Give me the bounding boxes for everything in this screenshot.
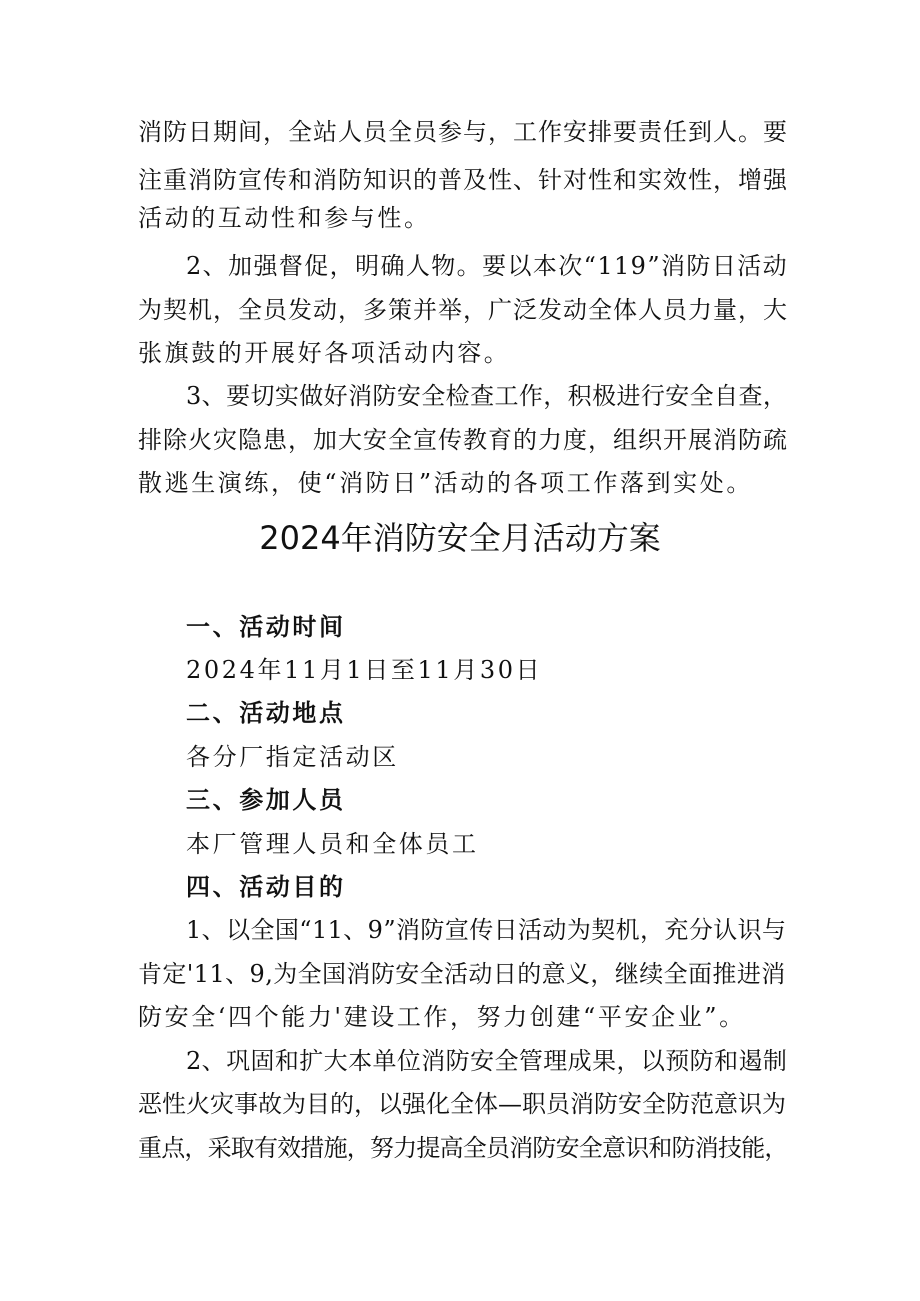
purpose-line-5: 恶性火灾事故为目的，以强化全体—职员消防安全防范意识为 — [138, 1090, 786, 1118]
intro-line-1: 消防日期间，全站人员全员参与，工作安排要责任到人。要 — [138, 118, 788, 146]
purpose-line-1: 1、以全国“11、9”消防宣传日活动为契机，充分认识与 — [186, 916, 787, 944]
section-people-heading: 三、参加人员 — [186, 785, 346, 814]
section-place-heading: 二、活动地点 — [186, 698, 346, 727]
document-title: 2024年消防安全月活动方案 — [259, 519, 661, 557]
intro-line-3: 活动的互动性和参与性。 — [138, 204, 431, 232]
purpose-line-4: 2、巩固和扩大本单位消防安全管理成果，以预防和遏制 — [186, 1047, 788, 1075]
section-purpose-heading: 四、活动目的 — [186, 872, 346, 901]
intro-line-7: 3、要切实做好消防安全检查工作，积极进行安全自查， — [186, 382, 788, 410]
intro-line-4: 2、加强督促，明确人物。要以本次“119”消防日活动 — [186, 252, 789, 280]
intro-line-6: 张旗鼓的开展好各项活动内容。 — [138, 339, 511, 367]
intro-line-2: 注重消防宣传和消防知识的普及性、针对性和实效性，增强 — [138, 166, 788, 194]
intro-line-8: 排除火灾隐患，加大安全宣传教育的力度，组织开展消防疏 — [138, 426, 788, 454]
intro-line-9: 散逃生演练，使“消防日”活动的各项工作落到实处。 — [138, 469, 753, 497]
section-time-value: 2024年11月1日至11月30日 — [186, 656, 543, 684]
section-place-value: 各分厂指定活动区 — [186, 743, 399, 771]
intro-line-5: 为契机，全员发动，多策并举，广泛发动全体人员力量，大 — [138, 296, 788, 324]
purpose-line-6: 重点，采取有效措施，努力提高全员消防安全意识和防消技能， — [138, 1134, 788, 1162]
purpose-line-2: 肯定'11、9,为全国消防安全活动日的意义，继续全面推进消 — [138, 960, 786, 988]
section-people-value: 本厂管理人员和全体员工 — [186, 830, 479, 858]
section-time-heading: 一、活动时间 — [186, 612, 346, 641]
purpose-line-3: 防安全‘四个能力'建设工作，努力创建“平安企业”。 — [138, 1003, 746, 1031]
